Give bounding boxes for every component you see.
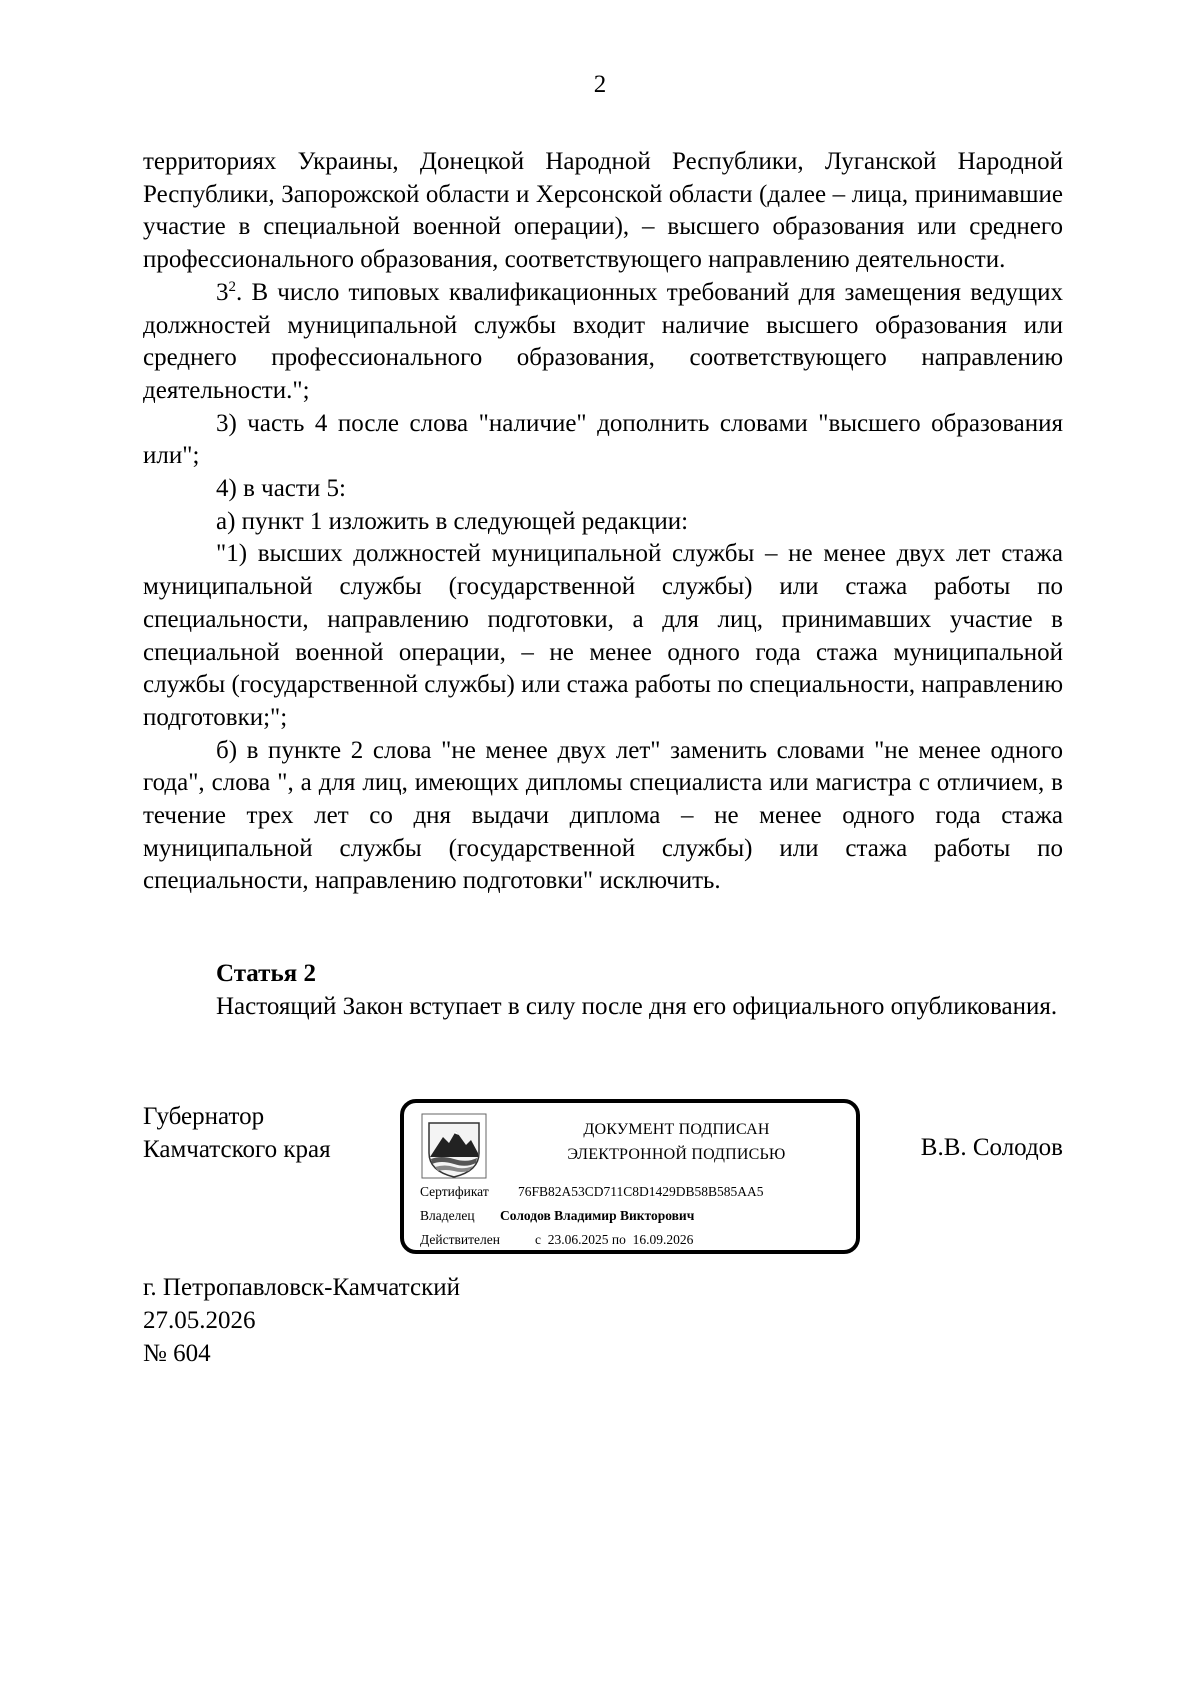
article-2 — [143, 958, 1063, 1023]
certificate-row — [420, 1185, 764, 1199]
paragraph-item-3: 3) часть 4 после слова "наличие" дополнить словами "высшего образования или"; — [143, 409, 1063, 470]
document-date: 27.05.2026 — [143, 1307, 256, 1334]
certificate-label: Сертификат — [420, 1184, 489, 1199]
paragraph-item-a: а) пункт 1 изложить в следующей редакции: — [216, 507, 689, 535]
signatory-position — [143, 1100, 331, 1166]
paragraph-prefix: 3 — [216, 278, 229, 306]
paragraph-item-b: б) в пункте 2 слова "не менее двух лет" заменить словами "не менее одного года", слова ", а для лиц, имеющих дипломы специалиста или магистра с отличием, в течение трех лет со дня выдачи диплома – не менее одного года стажа муниципальной службы (государственной службы) или стажа работы по специальности, направлению подготовки" исключить. — [143, 736, 1063, 895]
certificate-value: 76FB82A53CD711C8D1429DB58B585AA5 — [518, 1184, 764, 1199]
document-body — [143, 146, 1063, 898]
electronic-signature-stamp — [400, 1099, 860, 1254]
position-line-2: Камчатского края — [143, 1136, 331, 1163]
stamp-title-line-1: ДОКУМЕНТ ПОДПИСАН — [583, 1121, 770, 1138]
paragraph-text: . В число типовых квалификационных требований для замещения ведущих должностей муниципальной службы входит наличие высшего образования или среднего профессионального образования, соответствующего направлению деятельности."; — [143, 278, 1063, 404]
stamp-title-line-2: ЭЛЕКТРОННОЙ ПОДПИСЬЮ — [567, 1146, 786, 1163]
owner-row — [420, 1209, 694, 1223]
owner-label: Владелец — [420, 1208, 475, 1223]
paragraph-quoted-point-1: "1) высших должностей муниципальной службы – не менее двух лет стажа муниципальной службы (государственной службы) или стажа работы по специальности, направлению подготовки, а для лиц, принимавших участие в специальной военной операции, – не менее одного года стажа муниципальной службы (государственной службы) или стажа работы по специальности, направлению подготовки;"; — [143, 540, 1063, 731]
document-number: № 604 — [143, 1340, 211, 1367]
validity-row — [420, 1233, 693, 1247]
signer-name: В.В. Солодов — [920, 1134, 1063, 1161]
paragraph-item-4: 4) в части 5: — [216, 475, 346, 503]
stamp-title — [514, 1117, 839, 1167]
validity-value: с 23.06.2025 по 16.09.2026 — [535, 1232, 694, 1247]
paragraph-continuation: территориях Украины, Донецкой Народной Республики, Луганской Народной Республики, Запорожской области и Херсонской области (далее – лица, принимавшие участие в специальной военной операции), – высшего образования или среднего профессионального образования, соответствующего направлению деятельности. — [143, 148, 1063, 274]
paragraph-3-2 — [143, 277, 1063, 408]
page-number: 2 — [593, 71, 607, 98]
document-footer — [143, 1271, 460, 1370]
owner-value: Солодов Владимир Викторович — [500, 1208, 695, 1223]
validity-label: Действителен — [420, 1232, 500, 1247]
article-text: Настоящий Закон вступает в силу после дня его официального опубликования. — [216, 992, 1058, 1020]
paragraph-superscript: 2 — [228, 278, 236, 295]
kamchatka-coat-of-arms-icon — [421, 1113, 487, 1179]
place-of-signing: г. Петропавловск-Камчатский — [143, 1274, 460, 1301]
position-line-1: Губернатор — [143, 1103, 265, 1130]
article-heading: Статья 2 — [216, 960, 316, 987]
